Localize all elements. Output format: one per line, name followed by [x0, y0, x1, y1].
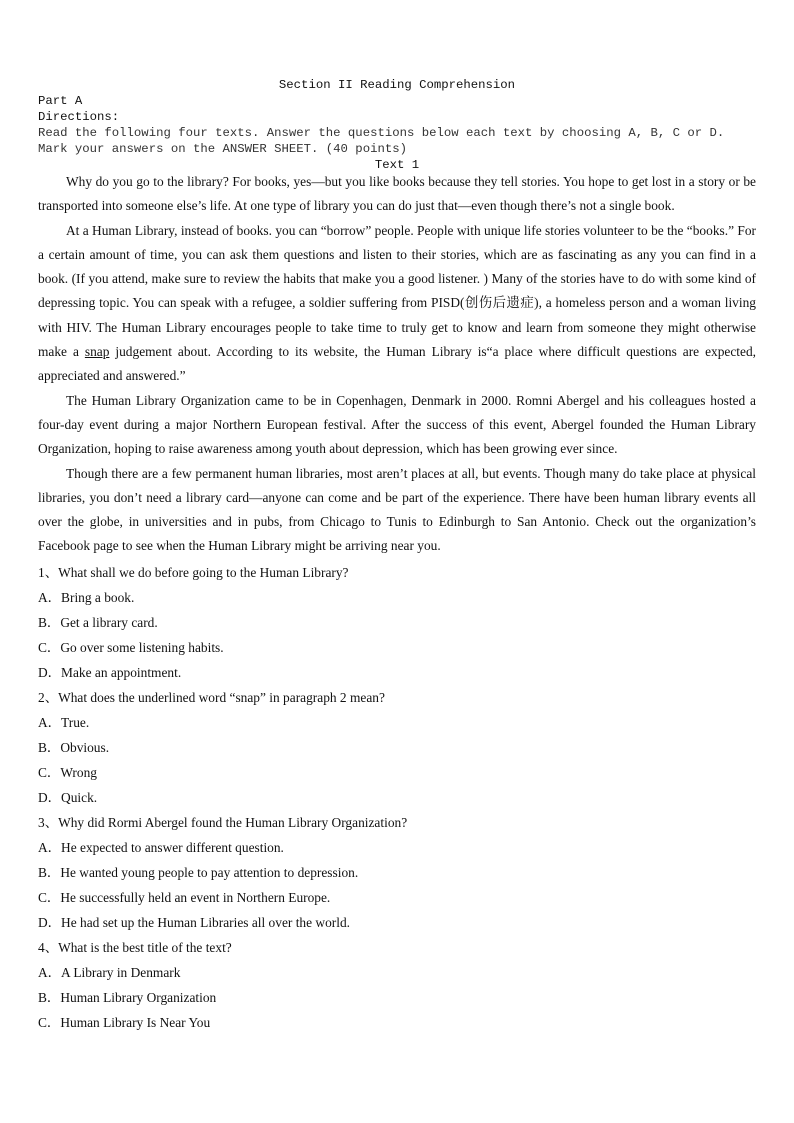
question-stem: 2、What does the underlined word “snap” in paragraph 2 mean? — [38, 689, 385, 705]
answer-option: D．Quick. — [38, 789, 98, 805]
answer-option: D．He had set up the Human Libraries all over the world. — [38, 914, 350, 930]
answer-option: A．A Library in Denmark — [38, 964, 181, 980]
underlined-word: snap — [84, 344, 110, 360]
question-stem: 4、What is the best title of the text? — [38, 939, 232, 955]
passage — [38, 170, 756, 1035]
question-stem: 3、Why did Rormi Abergel found the Human Library Organization? — [38, 814, 408, 830]
section-title: Section II Reading Comprehension — [278, 78, 516, 92]
question-stem: 1、What shall we do before going to the Human Library? — [38, 564, 349, 580]
answer-option: A．True. — [38, 714, 90, 730]
answer-option: D．Make an appointment. — [38, 664, 182, 680]
directions-label: Directions: — [38, 110, 120, 124]
paragraph: The Human Library Organization came to be in Copenhagen, Denmark in 2000. Romni Abergel and his colleagues hosted a four-day event during a major Northern European festival. After the success of this event, Abergel founded the Human Library Organization, hoping to raise awareness among youth about depression, which has been growing ever since. — [38, 392, 756, 457]
paragraph-text: judgement about. According to its website, the Human Library is“a place where difficult questions are expected, appreciated and answered.” — [38, 344, 756, 384]
answer-option: C．Go over some listening habits. — [38, 639, 224, 655]
answer-option: C．He successfully held an event in Northern Europe. — [38, 889, 331, 905]
paragraph: Though there are a few permanent human libraries, most aren’t places at all, but events. Though many do take place at physical libraries, you don’t need a library card—anyone can come and be part of the experience. There have been human library events all over the globe, in universities and in pubs, from Chicago to Tunis to Edinburgh to San Antonio. Check out the organization’s Facebook page to see when the Human Library might be arriving near you. — [38, 465, 756, 554]
text-title: Text 1 — [374, 158, 420, 172]
questions — [38, 560, 756, 1035]
part-label: Part A — [38, 94, 83, 108]
paragraph — [38, 219, 756, 389]
answer-option: C．Human Library Is Near You — [38, 1014, 211, 1030]
answer-option: B．He wanted young people to pay attention to depression. — [38, 864, 359, 880]
paragraph: Why do you go to the library? For books, yes—but you like books because they tell stories. You hope to get lost in a story or be transported into someone else’s life. At one type of library you can do just that—even though there’s not a single book. — [38, 174, 756, 214]
answer-option: B．Human Library Organization — [38, 989, 217, 1005]
answer-option: B．Get a library card. — [38, 614, 158, 630]
paragraph-text: At a Human Library, instead of books. you can “borrow” people. People with unique life stories volunteer to be the “books.” For a certain amount of time, you can ask them questions and listen to their stories, which are as fascinating as any you can find in a book. (If you attend, make sure to review the habits that make you a good listener. ) Many of the stories have to do with some kind of depressing topic. You can speak with a refugee, a soldier suffering from PISD(创伤后遗症), a homeless person and a woman living with HIV. The Human Library encourages people to take time to truly get to know and learn from someone they might otherwise make a — [38, 222, 756, 360]
answer-option: C．Wrong — [38, 764, 97, 780]
header-block — [38, 77, 756, 173]
answer-option: B．Obvious. — [38, 739, 110, 755]
answer-option: A．He expected to answer different question. — [38, 839, 284, 855]
answer-option: A．Bring a book. — [38, 589, 135, 605]
directions-text: Read the following four texts. Answer the questions below each text by choosing A, B, C or D. Mark your answers on the ANSWER SHEET. (40 points) — [38, 126, 725, 156]
